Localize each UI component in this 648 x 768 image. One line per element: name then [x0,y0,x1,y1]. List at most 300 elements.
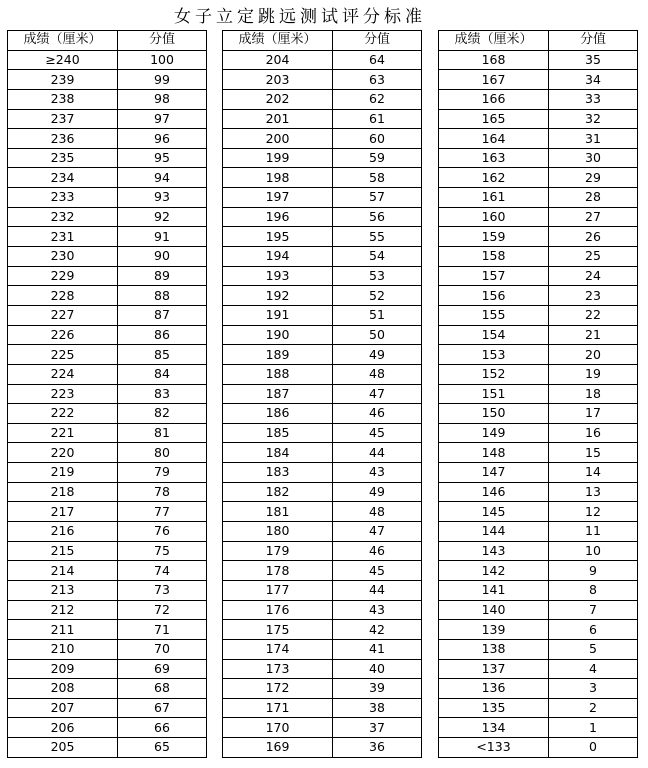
score-cell: 4 [549,659,638,679]
result-cell: 175 [223,620,333,640]
table-row [223,502,422,522]
score-cell: 96 [118,129,207,149]
score-cell: 44 [333,580,422,600]
score-cell: 59 [333,148,422,168]
score-cell: 47 [333,522,422,542]
table-row [223,639,422,659]
table-row [439,620,638,640]
table-row [223,482,422,502]
score-cell: 77 [118,502,207,522]
table-row [439,698,638,718]
score-cell: 71 [118,620,207,640]
table-row [8,305,207,325]
result-cell: 209 [8,659,118,679]
score-cell: 44 [333,443,422,463]
table-row [223,364,422,384]
table-row [223,659,422,679]
score-cell: 93 [118,188,207,208]
result-cell: 173 [223,659,333,679]
table-row [223,541,422,561]
score-cell: 18 [549,384,638,404]
table-row [8,345,207,365]
result-cell: 193 [223,266,333,286]
score-cell: 43 [333,600,422,620]
result-cell: 164 [439,129,549,149]
table-row [8,364,207,384]
table-row [223,50,422,70]
table-row [439,188,638,208]
score-column-header: 分值 [549,31,638,51]
result-cell: 146 [439,482,549,502]
result-cell: 205 [8,738,118,758]
result-cell: 238 [8,89,118,109]
score-cell: 33 [549,89,638,109]
score-cell: 98 [118,89,207,109]
table-row [8,148,207,168]
score-cell: 41 [333,639,422,659]
result-cell: 162 [439,168,549,188]
score-cell: 19 [549,364,638,384]
score-cell: 12 [549,502,638,522]
result-cell: 143 [439,541,549,561]
table-row [8,639,207,659]
result-cell: 156 [439,286,549,306]
table-row [439,463,638,483]
score-cell: 38 [333,698,422,718]
score-cell: 49 [333,345,422,365]
table-row [8,129,207,149]
result-cell: 184 [223,443,333,463]
score-table-2 [222,30,422,758]
result-cell: 177 [223,580,333,600]
result-cell: 222 [8,404,118,424]
table-row [223,266,422,286]
score-cell: 80 [118,443,207,463]
table-row [8,738,207,758]
table-row [223,698,422,718]
result-cell: 203 [223,70,333,90]
score-cell: 78 [118,482,207,502]
result-cell: 187 [223,384,333,404]
result-cell: ≥240 [8,50,118,70]
score-cell: 6 [549,620,638,640]
score-cell: 23 [549,286,638,306]
result-column-header: 成绩（厘米） [439,31,549,51]
score-cell: 55 [333,227,422,247]
score-cell: 69 [118,659,207,679]
result-cell: 157 [439,266,549,286]
score-cell: 92 [118,207,207,227]
score-cell: 72 [118,600,207,620]
table-row [8,286,207,306]
header-row [8,31,207,51]
score-column-header: 分值 [333,31,422,51]
table-row [439,718,638,738]
table-row [439,148,638,168]
table-row [8,463,207,483]
result-cell: 200 [223,129,333,149]
table-row [223,738,422,758]
table-row [223,148,422,168]
table-row [439,384,638,404]
result-cell: 136 [439,679,549,699]
score-cell: 70 [118,639,207,659]
score-cell: 97 [118,109,207,129]
score-cell: 1 [549,718,638,738]
table-row [439,482,638,502]
result-cell: 194 [223,247,333,267]
score-cell: 26 [549,227,638,247]
result-cell: 180 [223,522,333,542]
table-row [439,247,638,267]
score-cell: 99 [118,70,207,90]
score-cell: 36 [333,738,422,758]
result-cell: 166 [439,89,549,109]
result-cell: 161 [439,188,549,208]
result-cell: 140 [439,600,549,620]
result-cell: 160 [439,207,549,227]
table-row [8,443,207,463]
table-row [439,345,638,365]
score-cell: 43 [333,463,422,483]
score-cell: 49 [333,482,422,502]
result-column-header: 成绩（厘米） [8,31,118,51]
score-cell: 10 [549,541,638,561]
result-cell: 219 [8,463,118,483]
table-row [439,541,638,561]
score-cell: 3 [549,679,638,699]
table-row [439,443,638,463]
table-row [439,600,638,620]
result-cell: 190 [223,325,333,345]
table-row [439,738,638,758]
score-cell: 89 [118,266,207,286]
table-row [223,207,422,227]
result-cell: 142 [439,561,549,581]
result-cell: 212 [8,600,118,620]
table-row [223,443,422,463]
result-cell: 176 [223,600,333,620]
table-row [8,384,207,404]
result-cell: 139 [439,620,549,640]
score-cell: 67 [118,698,207,718]
score-cell: 58 [333,168,422,188]
result-cell: 137 [439,659,549,679]
score-cell: 29 [549,168,638,188]
result-cell: 189 [223,345,333,365]
table-row [439,659,638,679]
result-column-header: 成绩（厘米） [223,31,333,51]
result-cell: <133 [439,738,549,758]
table-row [8,188,207,208]
result-cell: 208 [8,679,118,699]
table-body [223,50,422,757]
score-cell: 85 [118,345,207,365]
score-cell: 47 [333,384,422,404]
score-cell: 2 [549,698,638,718]
header-row [223,31,422,51]
table-row [439,561,638,581]
table-row [8,522,207,542]
score-cell: 5 [549,639,638,659]
table-row [439,168,638,188]
table-row [223,286,422,306]
table-row [223,404,422,424]
result-cell: 210 [8,639,118,659]
table-row [223,247,422,267]
score-cell: 88 [118,286,207,306]
score-cell: 9 [549,561,638,581]
table-row [223,70,422,90]
result-cell: 134 [439,718,549,738]
table-row [8,541,207,561]
result-cell: 230 [8,247,118,267]
result-cell: 221 [8,423,118,443]
score-cell: 79 [118,463,207,483]
result-cell: 223 [8,384,118,404]
table-row [439,364,638,384]
score-cell: 86 [118,325,207,345]
score-cell: 75 [118,541,207,561]
table-row [439,305,638,325]
table-row [439,522,638,542]
table-row [223,384,422,404]
score-cell: 15 [549,443,638,463]
result-cell: 237 [8,109,118,129]
score-cell: 45 [333,423,422,443]
score-cell: 30 [549,148,638,168]
result-cell: 167 [439,70,549,90]
table-row [223,620,422,640]
table-row [439,109,638,129]
score-column-header: 分值 [118,31,207,51]
score-cell: 22 [549,305,638,325]
table-row [439,50,638,70]
score-cell: 60 [333,129,422,149]
score-cell: 46 [333,541,422,561]
result-cell: 145 [439,502,549,522]
score-cell: 50 [333,325,422,345]
result-cell: 178 [223,561,333,581]
result-cell: 182 [223,482,333,502]
result-cell: 199 [223,148,333,168]
table-row [439,286,638,306]
score-cell: 63 [333,70,422,90]
result-cell: 204 [223,50,333,70]
result-cell: 155 [439,305,549,325]
result-cell: 174 [223,639,333,659]
result-cell: 195 [223,227,333,247]
result-cell: 153 [439,345,549,365]
result-cell: 236 [8,129,118,149]
result-cell: 224 [8,364,118,384]
table-row [8,325,207,345]
result-cell: 141 [439,580,549,600]
score-cell: 57 [333,188,422,208]
score-cell: 14 [549,463,638,483]
result-cell: 211 [8,620,118,640]
table-row [439,325,638,345]
table-row [439,129,638,149]
score-cell: 46 [333,404,422,424]
result-cell: 207 [8,698,118,718]
result-cell: 196 [223,207,333,227]
score-cell: 48 [333,364,422,384]
score-cell: 100 [118,50,207,70]
table-row [8,247,207,267]
result-cell: 170 [223,718,333,738]
table-row [8,50,207,70]
table-row [223,109,422,129]
table-row [8,620,207,640]
score-cell: 39 [333,679,422,699]
score-cell: 62 [333,89,422,109]
score-cell: 66 [118,718,207,738]
table-row [439,423,638,443]
score-cell: 40 [333,659,422,679]
table-row [439,502,638,522]
score-cell: 82 [118,404,207,424]
table-row [8,89,207,109]
score-cell: 11 [549,522,638,542]
table-row [8,561,207,581]
result-cell: 202 [223,89,333,109]
table-row [8,600,207,620]
score-cell: 17 [549,404,638,424]
table-row [223,580,422,600]
table-row [439,679,638,699]
result-cell: 192 [223,286,333,306]
result-cell: 150 [439,404,549,424]
score-cell: 64 [333,50,422,70]
table-row [8,423,207,443]
result-cell: 138 [439,639,549,659]
score-cell: 94 [118,168,207,188]
result-cell: 148 [439,443,549,463]
table-row [223,325,422,345]
result-cell: 233 [8,188,118,208]
result-cell: 214 [8,561,118,581]
result-cell: 213 [8,580,118,600]
table-row [8,659,207,679]
score-cell: 42 [333,620,422,640]
table-row [223,89,422,109]
score-cell: 34 [549,70,638,90]
result-cell: 227 [8,305,118,325]
result-cell: 206 [8,718,118,738]
result-cell: 144 [439,522,549,542]
table-row [8,227,207,247]
result-cell: 172 [223,679,333,699]
result-cell: 216 [8,522,118,542]
score-table-3 [438,30,638,758]
score-cell: 16 [549,423,638,443]
table-row [8,502,207,522]
table-row [439,266,638,286]
table-row [439,89,638,109]
table-row [223,305,422,325]
result-cell: 220 [8,443,118,463]
score-cell: 8 [549,580,638,600]
score-cell: 35 [549,50,638,70]
table-body [8,50,207,757]
result-cell: 215 [8,541,118,561]
score-cell: 37 [333,718,422,738]
table-body [439,50,638,757]
result-cell: 152 [439,364,549,384]
table-row [223,227,422,247]
table-row [8,718,207,738]
table-row [8,70,207,90]
score-cell: 53 [333,266,422,286]
result-cell: 229 [8,266,118,286]
score-cell: 56 [333,207,422,227]
table-row [439,639,638,659]
result-cell: 198 [223,168,333,188]
result-cell: 239 [8,70,118,90]
result-cell: 154 [439,325,549,345]
result-cell: 165 [439,109,549,129]
result-cell: 147 [439,463,549,483]
table-row [223,679,422,699]
score-cell: 76 [118,522,207,542]
score-cell: 31 [549,129,638,149]
score-cell: 84 [118,364,207,384]
table-row [439,580,638,600]
page-title: 女子立定跳远测试评分标准 [174,7,426,27]
table-row [8,207,207,227]
result-cell: 171 [223,698,333,718]
result-cell: 181 [223,502,333,522]
table-row [223,129,422,149]
score-cell: 91 [118,227,207,247]
table-row [8,698,207,718]
score-cell: 65 [118,738,207,758]
result-cell: 183 [223,463,333,483]
score-cell: 83 [118,384,207,404]
score-cell: 7 [549,600,638,620]
result-cell: 185 [223,423,333,443]
score-cell: 52 [333,286,422,306]
table-row [439,227,638,247]
score-cell: 20 [549,345,638,365]
table-row [439,207,638,227]
table-row [223,168,422,188]
score-cell: 87 [118,305,207,325]
result-cell: 186 [223,404,333,424]
table-row [8,168,207,188]
result-cell: 135 [439,698,549,718]
result-cell: 231 [8,227,118,247]
table-row [8,679,207,699]
score-cell: 21 [549,325,638,345]
result-cell: 235 [8,148,118,168]
result-cell: 226 [8,325,118,345]
table-row [8,404,207,424]
result-cell: 201 [223,109,333,129]
table-row [439,404,638,424]
result-cell: 158 [439,247,549,267]
score-cell: 54 [333,247,422,267]
score-cell: 48 [333,502,422,522]
table-row [223,188,422,208]
score-cell: 51 [333,305,422,325]
table-row [223,423,422,443]
result-cell: 149 [439,423,549,443]
result-cell: 151 [439,384,549,404]
score-cell: 28 [549,188,638,208]
result-cell: 188 [223,364,333,384]
